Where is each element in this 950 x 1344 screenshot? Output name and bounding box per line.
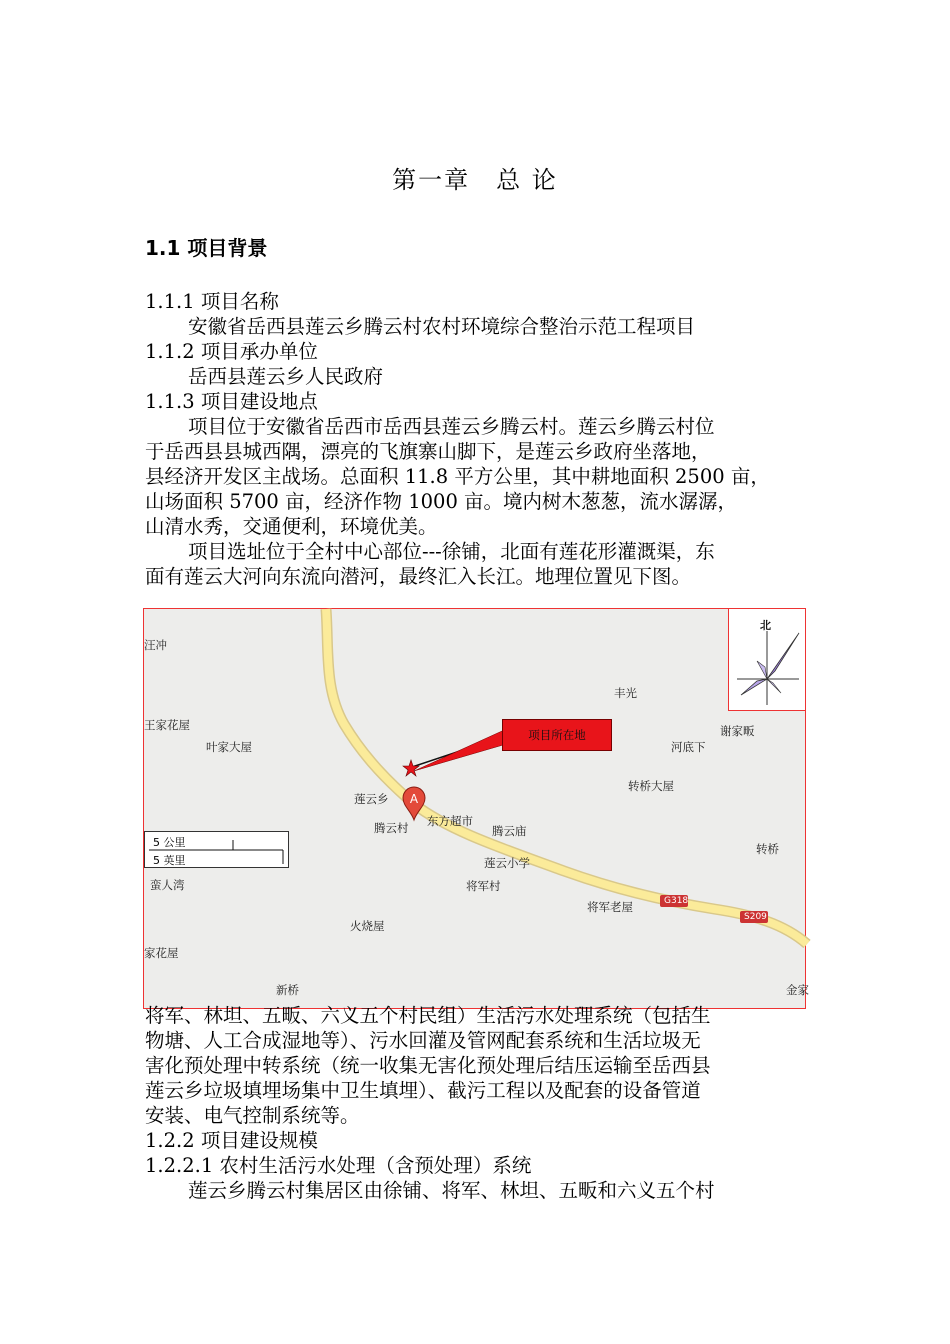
compass-north-label: 北: [760, 619, 771, 632]
place-label: 莲云小学: [484, 856, 530, 870]
text-line: 物塘、人工合成湿地等）、污水回灌及管网配套系统和生活垃圾无: [145, 1029, 701, 1052]
place-label: 王家花屋: [144, 718, 190, 732]
place-label: 莲云乡: [354, 792, 389, 806]
chapter-title: 第一章 总 论: [392, 166, 558, 194]
marker-letter: A: [409, 792, 419, 806]
map-roads: [144, 609, 807, 1010]
scale-km: 5 公里: [153, 836, 186, 849]
map-scale: [144, 831, 289, 868]
compass: [728, 608, 806, 711]
place-label: 火烧屋: [350, 919, 385, 933]
place-label: 蛮人湾: [150, 878, 185, 892]
place-label: S209: [744, 912, 767, 922]
text-line: 面有莲云大河向东流向潜河，最终汇入长江。地理位置见下图。: [145, 565, 692, 588]
place-label: 新桥: [276, 983, 299, 997]
text-line: 1.2.2 项目建设规模: [145, 1129, 318, 1152]
place-label: 河底下: [671, 740, 706, 754]
place-label: 将军村: [466, 879, 501, 893]
place-label: 谢家畈: [720, 724, 755, 738]
text-line: 山场面积 5700 亩，经济作物 1000 亩。境内树木葱葱，流水潺潺，: [145, 490, 738, 513]
scale-mi: 5 英里: [153, 854, 186, 867]
text-line: 山清水秀，交通便利，环境优美。: [145, 515, 438, 538]
place-label: 东方超市: [427, 814, 473, 828]
text-line: 将军、林坦、五畈、六义五个村民组）生活污水处理系统（包括生: [145, 1004, 711, 1027]
place-label: 汪冲: [144, 638, 167, 652]
text-line: 于岳西县县城西隅，漂亮的飞旗寨山脚下，是莲云乡政府坐落地，: [145, 440, 711, 463]
text-line: 1.1.1 项目名称: [145, 290, 279, 313]
location-map: [143, 608, 809, 1009]
text-line: 1.1.2 项目承办单位: [145, 340, 318, 363]
project-location-callout: 项目所在地: [502, 719, 612, 751]
text-line: 岳西县莲云乡人民政府: [188, 365, 384, 388]
place-label: 转桥大屋: [628, 779, 674, 793]
place-label: 腾云村: [374, 821, 409, 835]
text-line: 莲云乡垃圾填埋场集中卫生填埋）、截污工程以及配套的设备管道: [145, 1079, 701, 1102]
section-title: 1.1 项目背景: [145, 236, 268, 260]
text-line: 项目位于安徽省岳西市岳西县莲云乡腾云村。莲云乡腾云村位: [188, 415, 715, 438]
text-line: 安徽省岳西县莲云乡腾云村农村环境综合整治示范工程项目: [188, 315, 696, 338]
text-line: 1.2.2.1 农村生活污水处理（含预处理）系统: [145, 1154, 532, 1177]
text-line: 莲云乡腾云村集居区由徐铺、将军、林坦、五畈和六义五个村: [188, 1179, 715, 1202]
place-label: 叶家大屋: [206, 740, 252, 754]
place-label: 转桥: [756, 842, 779, 856]
text-line: 安装、电气控制系统等。: [145, 1104, 360, 1127]
text-line: 项目选址位于全村中心部位---徐铺，北面有莲花形灌溉渠，东: [188, 540, 715, 563]
place-label: 腾云庙: [492, 824, 527, 838]
text-line: 县经济开发区主战场。总面积 11.8 平方公里，其中耕地面积 2500 亩，: [145, 465, 770, 488]
place-label: G318: [664, 896, 689, 906]
place-label: 丰光: [614, 686, 637, 700]
place-label: 金家: [786, 983, 809, 997]
text-line: 害化预处理中转系统（统一收集无害化预处理后结压运输至岳西县: [145, 1054, 711, 1077]
place-label: 家花屋: [144, 946, 179, 960]
text-line: 1.1.3 项目建设地点: [145, 390, 318, 413]
place-label: 将军老屋: [587, 900, 633, 914]
